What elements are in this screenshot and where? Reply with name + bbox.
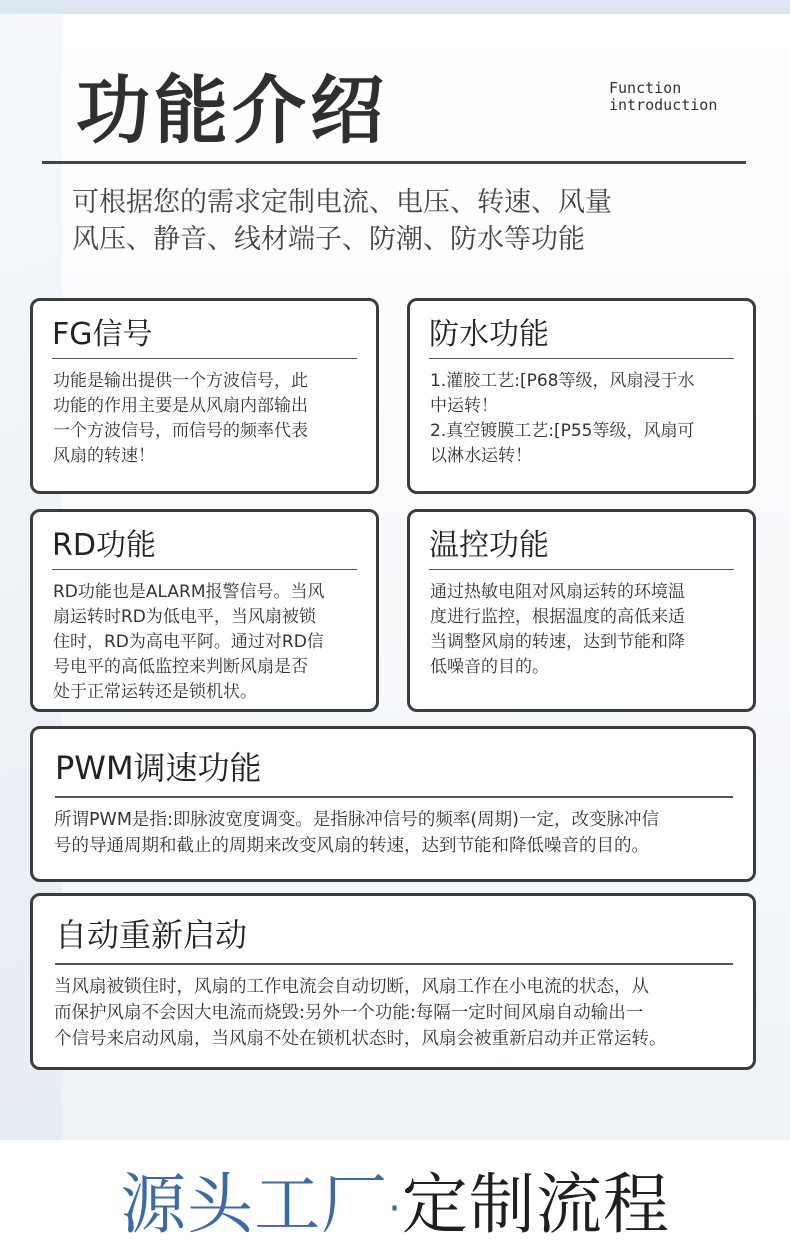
section-heading-custom-process — [0, 1162, 790, 1252]
card-body — [430, 580, 685, 680]
card-line: 功能的作用主要是从风扇内部输出 — [53, 396, 308, 416]
card-body — [54, 807, 659, 859]
card-line: 住时，RD为高电平阿。通过对RD信 — [53, 632, 324, 652]
card-line: 通过热敏电阻对风扇运转的环境温 — [430, 582, 685, 602]
card-line: 低噪音的目的。 — [430, 657, 549, 677]
card-line: 2.真空镀膜工艺:[P55等级，风扇可 — [430, 421, 695, 441]
card-line: 处于正常运转还是锁机状。 — [53, 682, 257, 702]
card-title: RD功能 — [52, 528, 156, 563]
page-title: 功能介绍 — [76, 68, 388, 154]
card-line: 1.灌胶工艺:[P68等级，风扇浸于水 — [430, 371, 695, 391]
card-rd-function — [30, 509, 379, 712]
card-body — [53, 580, 325, 705]
intro-line: 风压、静音、线材端子、防潮、防水等功能 — [72, 224, 585, 255]
card-pwm-speed — [30, 726, 756, 882]
card-auto-restart — [30, 893, 756, 1070]
card-line: 度进行监控，根据温度的高低来适 — [430, 607, 685, 627]
card-title: 防水功能 — [429, 317, 549, 352]
page-subtitle-en: Function introduction — [609, 79, 718, 114]
card-line: 当风扇被锁住时，风扇的工作电流会自动切断，风扇工作在小电流的状态，从 — [54, 977, 649, 997]
card-title: PWM调速功能 — [55, 749, 262, 787]
top-strip — [0, 0, 790, 14]
card-title: 自动重新启动 — [55, 916, 248, 954]
card-divider — [55, 963, 733, 965]
card-title: FG信号 — [52, 317, 153, 352]
intro-line: 可根据您的需求定制电流、电压、转速、风量 — [72, 187, 612, 218]
card-line: 一个方波信号，而信号的频率代表 — [53, 421, 308, 441]
card-line: 扇运转时RD为低电平，当风扇被锁 — [53, 607, 316, 627]
card-line: 号电平的高低监控来判断风扇是否 — [53, 657, 308, 677]
card-line: 号的导通周期和截止的周期来改变风扇的转速，达到节能和降低噪音的目的。 — [54, 836, 649, 856]
card-body — [430, 369, 694, 469]
card-temperature-control — [407, 509, 756, 712]
heading-separator: · — [388, 1185, 402, 1232]
heading-part-process: 定制流程 — [401, 1166, 670, 1243]
card-body — [54, 974, 667, 1052]
card-divider — [52, 569, 357, 570]
card-line: 功能是输出提供一个方波信号，此 — [53, 371, 308, 391]
card-line: 而保护风扇不会因大电流而烧毁:另外一个功能:每隔一定时间风扇自动输出一 — [54, 1003, 644, 1023]
card-line: 以淋水运转！ — [430, 446, 532, 466]
card-line: 所谓PWM是指:即脉波宽度调变。是指脉冲信号的频率(周期)一定，改变脉冲信 — [54, 810, 660, 830]
card-line: 风扇的转速！ — [53, 446, 155, 466]
card-body — [53, 369, 308, 469]
card-line: 中运转！ — [430, 396, 498, 416]
title-divider — [42, 161, 746, 164]
card-divider — [52, 358, 357, 359]
card-waterproof — [407, 298, 756, 494]
card-line: 当调整风扇的转速，达到节能和降 — [430, 632, 685, 652]
heading-part-factory: 源头工厂 — [120, 1166, 389, 1243]
card-fg-signal — [30, 298, 379, 494]
card-divider — [55, 796, 733, 798]
card-title: 温控功能 — [429, 528, 549, 563]
card-line: 个信号来启动风扇，当风扇不处在锁机状态时，风扇会被重新启动并正常运转。 — [54, 1029, 667, 1049]
card-divider — [429, 358, 734, 359]
card-divider — [429, 569, 734, 570]
card-line: RD功能也是ALARM报警信号。当风 — [53, 582, 325, 602]
intro-text — [72, 184, 712, 258]
